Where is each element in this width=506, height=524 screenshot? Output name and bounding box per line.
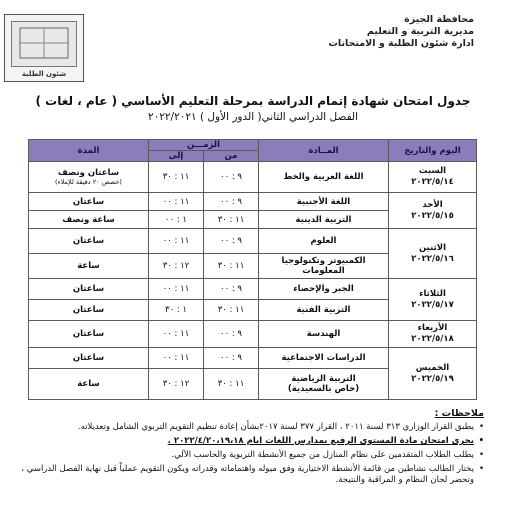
day-name: الأحد (422, 199, 443, 210)
logo-emblem (11, 21, 77, 67)
subject-cell: اللغة الأجنبية (259, 193, 389, 211)
subject-cell: العلوم (259, 229, 389, 254)
time-to: ١١ : ٣٠ (149, 162, 204, 193)
duration-note: (خصص ٢٠ دقيقة للإملاء) (55, 178, 122, 186)
org-line: مديرية التربية و التعليم (366, 26, 474, 37)
time-from: ٩ : ٠٠ (204, 162, 259, 193)
exam-schedule-table (28, 139, 477, 400)
header-to: إلى (149, 151, 204, 162)
duration-cell: ساعتان (29, 229, 149, 254)
time-to: ١١ : ٠٠ (149, 348, 204, 369)
day-date: ٢٠٢٢/٥/١٨ (411, 334, 454, 344)
time-to: ١٢ : ٣٠ (149, 369, 204, 400)
day-name: الخميس (415, 362, 450, 373)
duration-cell: ساعتان (29, 348, 149, 369)
subject-text: التربية الرياضية (291, 374, 356, 384)
note-item: • يطلب الطلاب المتقدمين على نظام المنازل من جميع الأنشطة التربوية والحاسب الآلي. (8, 450, 484, 461)
time-to: ١١ : ٠٠ (149, 279, 204, 300)
table-row (29, 229, 477, 254)
day-cell (389, 162, 477, 193)
org-line: محافظة الجيزة (404, 14, 474, 25)
subject-cell: الهندسة (259, 321, 389, 348)
time-to: ١ : ٣٠ (149, 300, 204, 321)
time-from: ٩ : ٠٠ (204, 229, 259, 254)
day-date: ٢٠٢٢/٥/١٥ (411, 210, 454, 221)
time-from: ٩ : ٠٠ (204, 321, 259, 348)
time-from: ١١ : ٣٠ (204, 211, 259, 229)
duration-cell: ساعتان (29, 279, 149, 300)
subject-cell: الكمبيوتر وتكنولوجيا المعلومات (259, 254, 389, 279)
day-date: ٢٠٢٢/٥/١٤ (411, 177, 454, 187)
table-row (29, 193, 477, 211)
day-date: ٢٠٢٢/٥/١٦ (411, 253, 454, 264)
duration-cell: ساعتان (29, 300, 149, 321)
subject-cell: التربية الفنية (259, 300, 389, 321)
logo-graphic (12, 22, 76, 66)
subject-cell: اللغة العربية والخط (259, 162, 389, 193)
header-from: من (204, 151, 259, 162)
note-item: • يجرى امتحان مادة المستوى الرفيع بمدارس اللغات ايام ٢٠٢٢/٤/٢٠،١٩،١٨ . (8, 436, 484, 447)
day-cell (389, 193, 477, 229)
day-cell (389, 321, 477, 348)
day-date: ٢٠٢٢/٥/١٧ (411, 299, 454, 310)
header-time: الزمـــن (149, 140, 259, 151)
time-from: ٩ : ٠٠ (204, 279, 259, 300)
day-cell (389, 279, 477, 321)
subject-cell: التربية الدينية (259, 211, 389, 229)
header-duration: المدة (29, 140, 149, 162)
table-row (29, 348, 477, 369)
subject-cell (259, 369, 389, 400)
org-line: ادارة شئون الطلبة و الامتحانات (328, 38, 474, 49)
subject-cell: الدراسات الاجتماعية (259, 348, 389, 369)
day-name: السبت (418, 166, 447, 176)
subject-cell: الجبر والإحصاء (259, 279, 389, 300)
header-day: اليوم والتاريخ (389, 140, 477, 162)
table-row (29, 321, 477, 348)
time-to: ١١ : ٠٠ (149, 321, 204, 348)
page-subtitle: الفصل الدراسي الثاني( الدور الأول ) ٢٠٢٢/٢٠٢١ (147, 111, 359, 123)
department-logo (4, 14, 84, 82)
time-from: ١١ : ٣٠ (204, 300, 259, 321)
day-cell (389, 229, 477, 279)
logo-caption: شئون الطلبة (21, 70, 67, 78)
day-cell (389, 348, 477, 400)
time-to: ١١ : ٠٠ (149, 229, 204, 254)
duration-cell: ساعة (29, 254, 149, 279)
note-item: • يختار الطالب نشاطين من قائمة الأنشطة الاختيارية وفق ميوله واهتماماته وقدراته ويكون التقويم عملياً قبل نهاية الفصل الدراسي ، وتحضر لجان النظام و المراقبة والنتيجة. (8, 464, 484, 486)
time-from: ١١ : ٣٠ (204, 369, 259, 400)
duration-cell: ساعتان (29, 321, 149, 348)
day-name: الثلاثاء (419, 288, 446, 299)
organization-block (328, 14, 474, 50)
duration-cell (29, 162, 149, 193)
table-row (29, 162, 477, 193)
notes-title: ملاحظات : (434, 408, 484, 419)
time-to: ١ : ٠٠ (149, 211, 204, 229)
duration-cell: ساعتان (29, 193, 149, 211)
duration-text: ساعتان ونصف (57, 168, 120, 178)
time-from: ٩ : ٠٠ (204, 348, 259, 369)
day-date: ٢٠٢٢/٥/١٩ (411, 373, 454, 384)
time-from: ١١ : ٣٠ (204, 254, 259, 279)
time-from: ٩ : ٠٠ (204, 193, 259, 211)
header (0, 0, 506, 95)
time-to: ١٢ : ٣٠ (149, 254, 204, 279)
notes-section (8, 408, 484, 489)
note-item: • يطبق القرار الوزاري ٣١٣ لسنة ٢٠١١ ، القرار ٣٧٧ لسنة ٢٠١٧بشأن إعادة تنظيم التقويم التربوي الشامل وتعديلاته. (8, 422, 484, 433)
header-subject: المــادة (259, 140, 389, 162)
table-row (29, 279, 477, 300)
duration-cell: ساعة (29, 369, 149, 400)
duration-cell: ساعة ونصف (29, 211, 149, 229)
day-name: الاثنين (418, 242, 447, 253)
time-to: ١١ : ٠٠ (149, 193, 204, 211)
day-name: الأربعاء (417, 323, 448, 333)
subject-note: (خاص بالسعيدية) (287, 384, 360, 394)
page-title: جدول امتحان شهادة إتمام الدراسة بمرحلة التعليم الأساسي ( عام ، لغات ) (35, 94, 471, 108)
